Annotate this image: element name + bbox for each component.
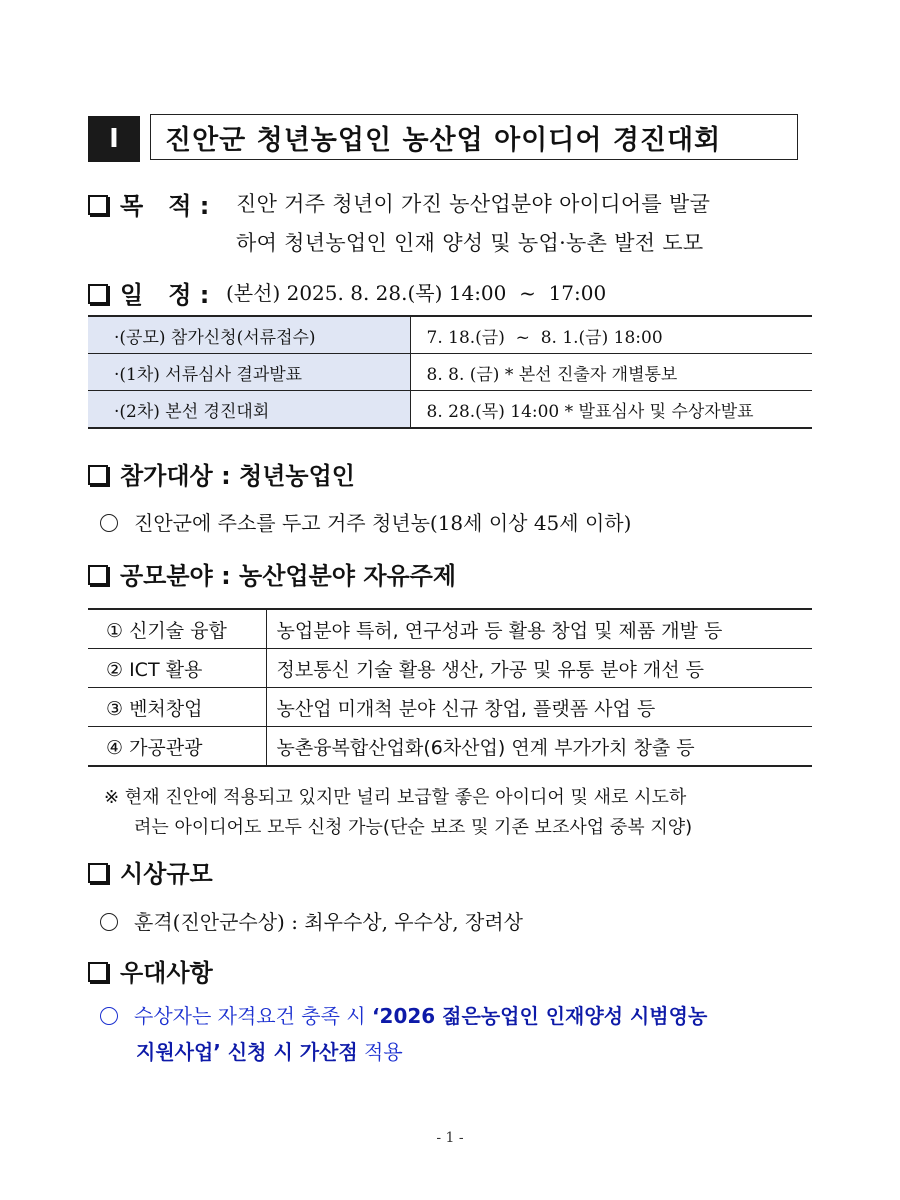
table-row bbox=[88, 354, 812, 391]
benefits-line-2: 지원사업’ 신청 시 가산점 적용 bbox=[136, 1040, 403, 1064]
checkbox-bullet-icon bbox=[88, 962, 108, 982]
circle-bullet-icon bbox=[100, 913, 118, 931]
field-heading: 공모분야 : 농산업분야 자유주제 bbox=[88, 556, 456, 591]
checkbox-bullet-icon bbox=[88, 565, 108, 585]
table-row bbox=[88, 316, 812, 354]
checkbox-bullet-icon bbox=[88, 465, 108, 485]
table-row bbox=[88, 688, 812, 727]
checkbox-bullet-icon bbox=[88, 195, 108, 215]
field-desc: 농업분야 특허, 연구성과 등 활용 창업 및 제품 개발 등 bbox=[266, 609, 812, 649]
section-number-badge: I bbox=[88, 116, 140, 162]
schedule-date: 7. 18.(금) ~ 8. 1.(금) 18:00 bbox=[410, 316, 812, 354]
field-name: ② ICT 활용 bbox=[88, 649, 266, 688]
field-note-line-2: 려는 아이디어도 모두 신청 가능(단순 보조 및 기존 보조사업 중복 지양) bbox=[134, 817, 693, 838]
field-note-line-1: ※ 현재 진안에 적용되고 있지만 널리 보급할 좋은 아이디어 및 새로 시도하 bbox=[104, 787, 687, 808]
circle-bullet-icon bbox=[100, 1007, 118, 1025]
schedule-date: 8. 28.(목) 14:00 * 발표심사 및 수상자발표 bbox=[410, 391, 812, 429]
table-row bbox=[88, 609, 812, 649]
awards-heading: 시상규모 bbox=[88, 854, 213, 889]
field-name: ① 신기술 융합 bbox=[88, 609, 266, 649]
table-row bbox=[88, 649, 812, 688]
field-desc: 정보통신 기술 활용 생산, 가공 및 유통 분야 개선 등 bbox=[266, 649, 812, 688]
schedule-table bbox=[88, 315, 812, 429]
field-name: ④ 가공관광 bbox=[88, 727, 266, 767]
schedule-heading: 일 정 : bbox=[88, 275, 209, 310]
awards-detail: 훈격(진안군수상) : 최우수상, 우수상, 장려상 bbox=[100, 906, 523, 935]
document-title: 진안군 청년농업인 농산업 아이디어 경진대회 bbox=[150, 114, 798, 160]
checkbox-bullet-icon bbox=[88, 284, 108, 304]
benefits-line-1: 수상자는 자격요건 충족 시 ‘2026 젊은농업인 인재양성 시범영농 bbox=[100, 1000, 707, 1029]
checkbox-bullet-icon bbox=[88, 863, 108, 883]
field-desc: 농산업 미개척 분야 신규 창업, 플랫폼 사업 등 bbox=[266, 688, 812, 727]
schedule-item: ·(1차) 서류심사 결과발표 bbox=[88, 354, 410, 391]
eligibility-detail: 진안군에 주소를 두고 거주 청년농(18세 이상 45세 이하) bbox=[100, 507, 631, 536]
purpose-line-1: 진안 거주 청년이 가진 농산업분야 아이디어를 발굴 bbox=[236, 192, 711, 216]
table-row bbox=[88, 727, 812, 767]
page-number: - 1 - bbox=[436, 1130, 464, 1146]
field-name: ③ 벤처창업 bbox=[88, 688, 266, 727]
purpose-heading: 목 적 : bbox=[88, 186, 209, 221]
benefits-heading: 우대사항 bbox=[88, 953, 213, 988]
circle-bullet-icon bbox=[100, 514, 118, 532]
schedule-main-date: (본선) 2025. 8. 28.(목) 14:00 ~ 17:00 bbox=[226, 281, 607, 305]
purpose-line-2: 하여 청년농업인 인재 양성 및 농업·농촌 발전 도모 bbox=[236, 231, 704, 255]
field-table bbox=[88, 608, 812, 767]
schedule-item: ·(공모) 참가신청(서류접수) bbox=[88, 316, 410, 354]
field-desc: 농촌융복합산업화(6차산업) 연계 부가가치 창출 등 bbox=[266, 727, 812, 767]
schedule-item: ·(2차) 본선 경진대회 bbox=[88, 391, 410, 429]
schedule-date: 8. 8. (금) * 본선 진출자 개별통보 bbox=[410, 354, 812, 391]
table-row bbox=[88, 391, 812, 429]
eligibility-heading: 참가대상 : 청년농업인 bbox=[88, 456, 355, 491]
